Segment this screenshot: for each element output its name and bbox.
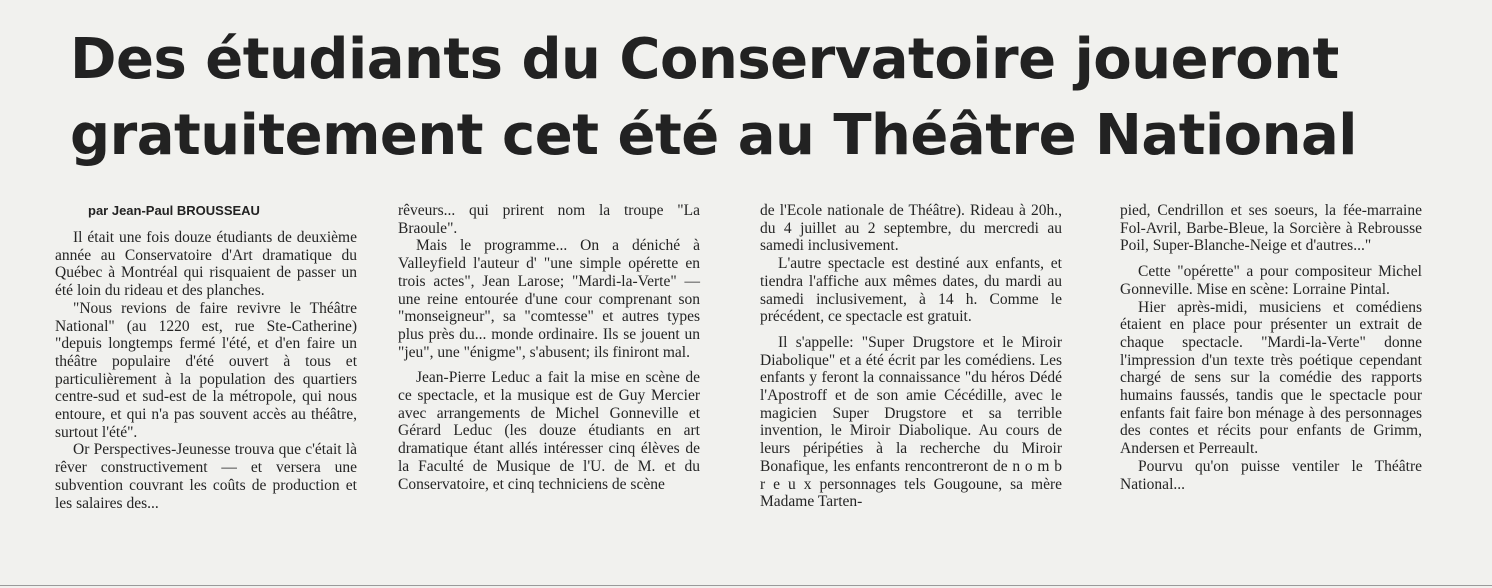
article-column-2 (398, 202, 700, 493)
paragraph: Mais le programme... On a déniché à Valleyfield l'auteur d' "une simple opérette en trois actes", Jean Larose; "Mardi-la-Verte" — une reine entourée d'une cour comprenant son "monseigneur", sa "comtesse" et autres types plus près du... monde ordinaire. Ils se jouent un "jeu", une "énigme", s'abusent; ils finiront mal. (398, 237, 700, 361)
byline: par Jean-Paul BROUSSEAU (88, 203, 260, 218)
paragraph: Cette "opérette" a pour compositeur Michel Gonneville. Mise en scène: Lorraine Pintal. (1120, 263, 1422, 298)
paragraph: "Nous revions de faire revivre le Théâtre National" (au 1220 est, rue Ste-Catherine) "depuis longtemps fermé l'été, et d'en faire un théâtre populaire d'été ouvert à tous et particulièrement à la population des quartiers centre-sud et sud-est de la métropole, qui nous entoure, et qui n'a pas souvent accès au théâtre, surtout l'été". (55, 299, 357, 441)
paragraph: Il était une fois douze étudiants de deuxième année au Conservatoire d'Art dramatique du Québec à Montréal qui risquaient de passer un été loin du rideau et des planches. (55, 229, 357, 300)
article-column-3 (760, 202, 1062, 511)
paragraph: Hier après-midi, musiciens et comédiens étaient en place pour présenter un extrait de chaque spectacle. "Mardi-la-Verte" donne l'impression d'un texte très poétique cependant chargé de sens sur la comédie des rapports humains faussés, tandis que le spectacle pour enfants fait faire bon ménage à des personnages des contes et récits pour enfants de Grimm, Andersen et Perreault. (1120, 298, 1422, 458)
article-column-4 (1120, 202, 1422, 493)
paragraph: rêveurs... qui prirent nom la troupe "La Braoule". (398, 202, 700, 237)
bottom-rule (0, 585, 1492, 586)
headline-line-2: gratuitement cet été au Théâtre National (70, 103, 1358, 168)
paragraph: Il s'appelle: "Super Drugstore et le Miroir Diabolique" et a été écrit par les comédiens. Les enfants y feront la connaissance "du héros Dédé l'Apostroff et de son amie Cécédille, avec le magicien Super Drugstore et sa terrible invention, le Miroir Diabolique. Au cours de leurs péripéties à la recherche du Miroir Bonafique, les enfants rencontreront de n o m b r e u x personnages tels Gougoune, sa mère Madame Tarten- (760, 333, 1062, 511)
paragraph: pied, Cendrillon et ses soeurs, la fée-marraine Fol-Avril, Barbe-Bleue, la Sorcière à Rebrousse Poil, Super-Blanche-Neige et d'autres..." (1120, 202, 1422, 255)
headline (70, 22, 1470, 174)
article-column-1 (55, 229, 357, 512)
paragraph: Pourvu qu'on puisse ventiler le Théâtre National... (1120, 457, 1422, 493)
headline-line-1: Des étudiants du Conservatoire joueront (70, 27, 1339, 92)
paragraph: L'autre spectacle est destiné aux enfants, et tiendra l'affiche aux mêmes dates, du mardi au samedi inclusivement, à 14 h. Comme le précédent, ce spectacle est gratuit. (760, 255, 1062, 326)
paragraph: de l'Ecole nationale de Théâtre). Rideau à 20h., du 4 juillet au 2 septembre, du mercredi au samedi inclusivement. (760, 202, 1062, 255)
paragraph: Or Perspectives-Jeunesse trouva que c'était là rêver constructivement — et versera une subvention couvrant les coûts de production et les salaires des... (55, 441, 357, 512)
paragraph: Jean-Pierre Leduc a fait la mise en scène de ce spectacle, et la musique est de Guy Mercier avec arrangements de Michel Gonneville et Gérard Leduc (les douze étudiants en art dramatique étant allés intéresser cinq élèves de la Faculté de Musique de l'U. de M. et du Conservatoire, et cinq techniciens de scène (398, 369, 700, 493)
